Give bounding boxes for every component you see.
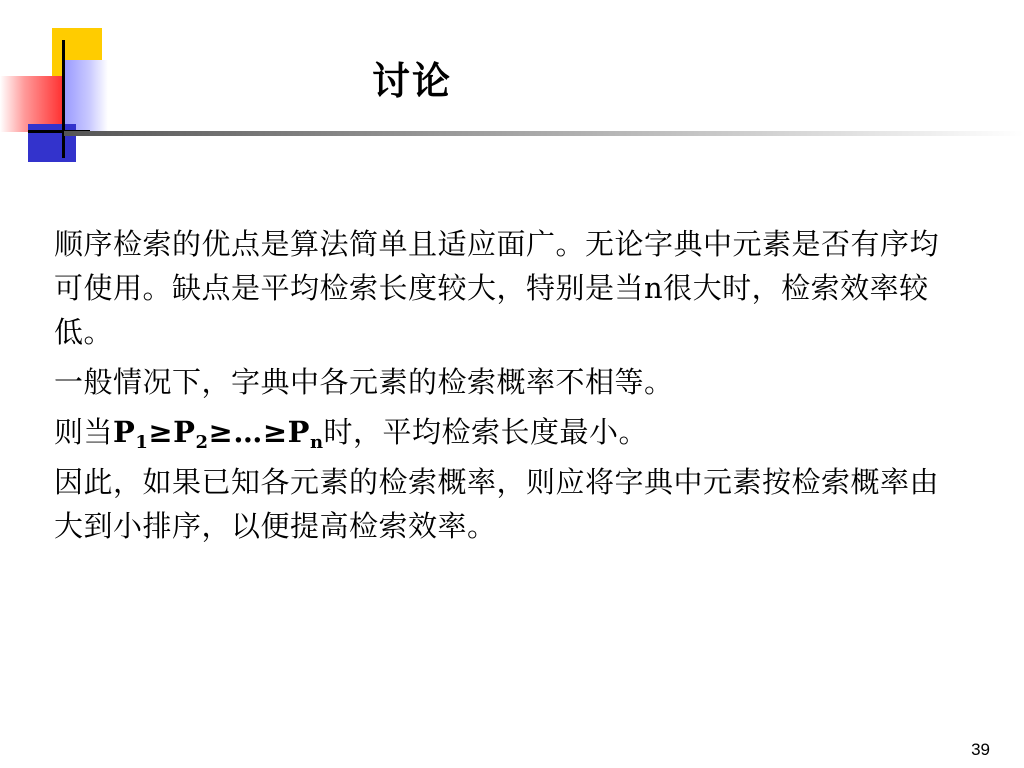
page-number: 39 <box>971 740 990 759</box>
formula-pn: P <box>287 415 310 449</box>
formula-suffix: 时，平均检索长度最小。 <box>323 415 649 449</box>
paragraph-probability: 一般情况下，字典中各元素的检索概率不相等。 <box>54 365 674 399</box>
formula-line <box>54 410 954 454</box>
title-divider <box>64 131 1024 136</box>
vertical-line <box>62 40 65 158</box>
formula-prefix: 则当 <box>54 415 114 449</box>
slide-logo-decoration <box>0 0 140 170</box>
formula-geq: ≥ <box>148 415 174 449</box>
slide-title: 讨论 <box>372 58 453 103</box>
formula-sub-2: 2 <box>195 432 209 453</box>
paragraph-conclusion: 因此，如果已知各元素的检索概率，则应将字典中元素按检索概率由大到小排序，以便提高检索效率。 <box>54 465 940 543</box>
paragraph-advantages: 顺序检索的优点是算法简单且适应面广。无论字典中元素是否有序均可使用。缺点是平均检索长度较大，特别是当n很大时，检索效率较低。 <box>54 227 940 349</box>
formula-p1: P <box>113 415 136 449</box>
formula-sub-n: n <box>309 432 324 453</box>
slide-body <box>54 222 954 554</box>
formula-ellipsis: ≥…≥ <box>208 415 288 449</box>
formula-p2: P <box>173 415 196 449</box>
formula-sub-1: 1 <box>135 432 149 453</box>
